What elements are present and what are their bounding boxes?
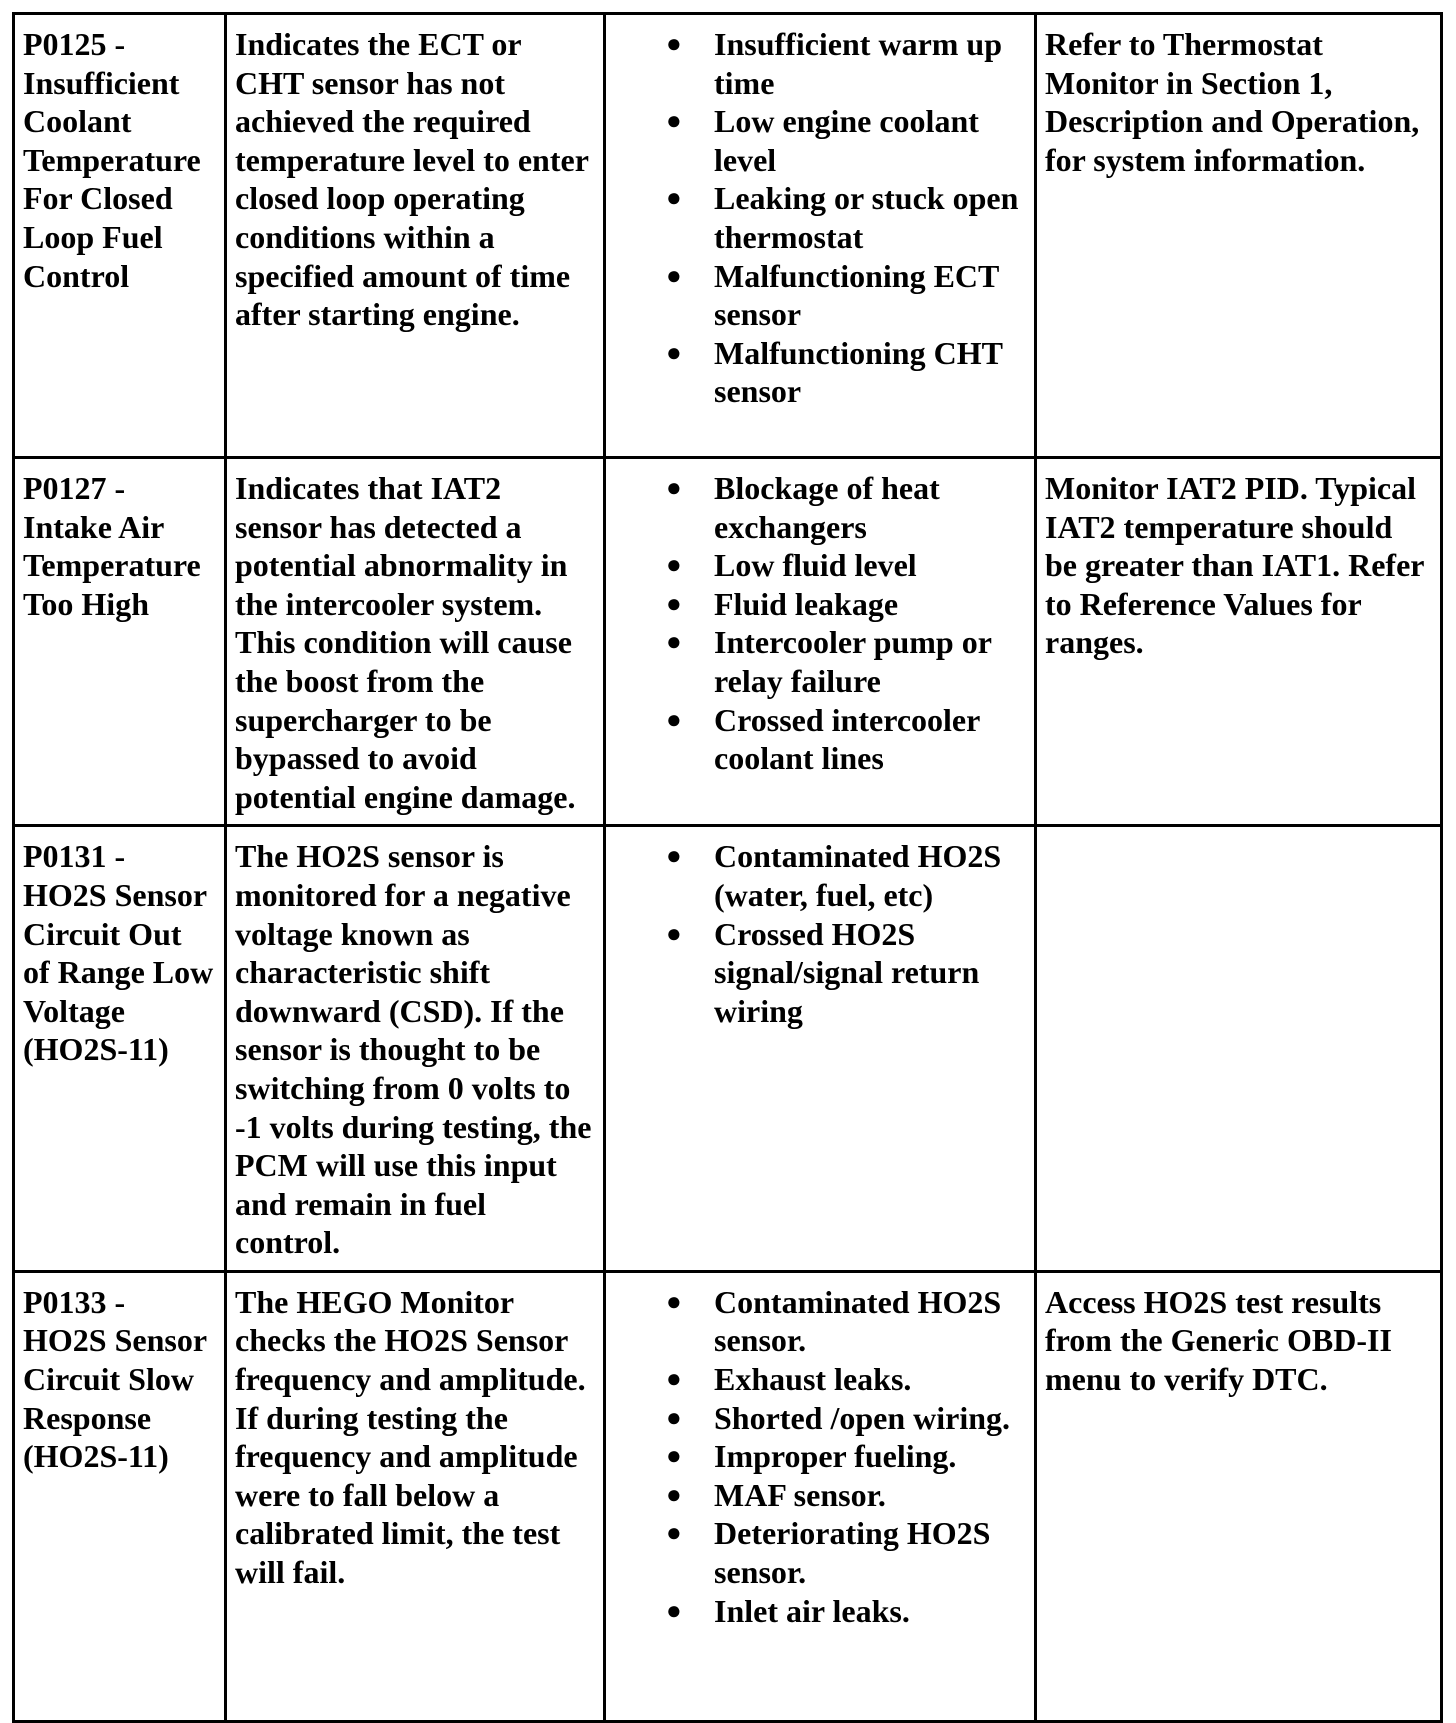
list-item: ● Crossed intercooler coolant lines [666, 701, 980, 777]
table-row [14, 458, 1442, 826]
list-item: ● Insufficient warm up time [666, 26, 1003, 101]
dtc-code-cell: P0131 - HO2S Sensor Circuit Out of Range Low Voltage (HO2S-11) [14, 826, 226, 1272]
possible-causes-cell [605, 458, 1036, 826]
bullet-icon: ● [666, 588, 682, 618]
bullet-icon: ● [666, 627, 682, 657]
list-item: ● Contaminated HO2S (water, fuel, etc) [666, 838, 1002, 913]
diagnostic-action-cell: Monitor IAT2 PID. Typical IAT2 temperature should be greater than IAT1. Refer to Reference Values for ranges. [1036, 458, 1442, 826]
causes-list [614, 837, 1026, 1030]
dtc-table [12, 12, 1443, 1723]
list-item: ● Intercooler pump or relay failure [666, 624, 992, 699]
diagnostic-action-cell: Refer to Thermostat Monitor in Section 1, Description and Operation, for system information. [1036, 14, 1442, 458]
list-item: ● Blockage of heat exchangers [666, 470, 940, 545]
list-item: ● Low engine coolant level [666, 103, 979, 178]
dtc-description-cell: Indicates the ECT or CHT sensor has not achieved the required temperature level to enter closed loop operating conditions within a specified amount of time after starting engine. [226, 14, 605, 458]
bullet-icon: ● [666, 1441, 682, 1471]
bullet-icon: ● [666, 29, 682, 58]
list-item: ● Malfunctioning ECT sensor [666, 257, 999, 333]
causes-list [614, 1283, 1026, 1630]
dtc-code-cell: P0125 - Insufficient Coolant Temperature For Closed Loop Fuel Control [14, 14, 226, 458]
list-item: ● Low fluid level [666, 547, 917, 584]
list-item: ● MAF sensor. [666, 1476, 886, 1513]
diagnostic-action-cell [1036, 826, 1442, 1272]
bullet-icon: ● [666, 183, 682, 213]
list-item: ● Contaminated HO2S sensor. [666, 1283, 1002, 1359]
bullet-icon: ● [666, 704, 682, 734]
list-item: ● Improper fueling. [666, 1438, 957, 1475]
list-item: ● Fluid leakage [666, 585, 899, 622]
bullet-icon: ● [666, 260, 682, 290]
possible-causes-cell [605, 1271, 1036, 1721]
bullet-icon: ● [666, 1286, 682, 1316]
dtc-description-cell: The HEGO Monitor checks the HO2S Sensor frequency and amplitude. If during testing the frequency and amplitude were to fall below a calibrated limit, the test will fail. [226, 1271, 605, 1721]
bullet-icon: ● [666, 550, 682, 580]
dtc-description-cell: Indicates that IAT2 sensor has detected a potential abnormality in the intercooler system. This condition will cause the boost from the supercharger to be bypassed to avoid potential engine damage. [226, 458, 605, 826]
bullet-icon: ● [666, 1479, 682, 1509]
diagnostic-action-cell: Access HO2S test results from the Generic OBD-II menu to verify DTC. [1036, 1271, 1442, 1721]
bullet-icon: ● [666, 841, 682, 871]
list-item: ● Deteriorating HO2S sensor. [666, 1515, 991, 1591]
bullet-icon: ● [666, 1518, 682, 1548]
bullet-icon: ● [666, 1595, 682, 1625]
bullet-icon: ● [666, 473, 682, 502]
table-row [14, 14, 1442, 458]
bullet-icon: ● [666, 337, 682, 367]
bullet-icon: ● [666, 106, 682, 136]
list-item: ● Malfunctioning CHT sensor [666, 334, 1003, 410]
bullet-icon: ● [666, 1402, 682, 1432]
list-item: ● Leaking or stuck open thermostat [666, 180, 1019, 255]
dtc-description-cell: The HO2S sensor is monitored for a negative voltage known as characteristic shift downward (CSD). If the sensor is thought to be switching from 0 volts to -1 volts during testing, the PCM will use this input and remain in fuel control. [226, 826, 605, 1272]
causes-list [614, 469, 1026, 778]
possible-causes-cell [605, 14, 1036, 458]
list-item: ● Shorted /open wiring. [666, 1399, 1011, 1436]
table-row [14, 1271, 1442, 1721]
list-item: ● Crossed HO2S signal/signal return wiring [666, 915, 980, 1029]
dtc-code-cell: P0127 - Intake Air Temperature Too High [14, 458, 226, 826]
bullet-icon: ● [666, 1364, 682, 1394]
list-item: ● Inlet air leaks. [666, 1592, 910, 1629]
dtc-code-cell: P0133 - HO2S Sensor Circuit Slow Response (HO2S-11) [14, 1271, 226, 1721]
possible-causes-cell [605, 826, 1036, 1272]
list-item: ● Exhaust leaks. [666, 1361, 912, 1398]
table-row [14, 826, 1442, 1272]
causes-list [614, 25, 1026, 411]
bullet-icon: ● [666, 918, 682, 948]
